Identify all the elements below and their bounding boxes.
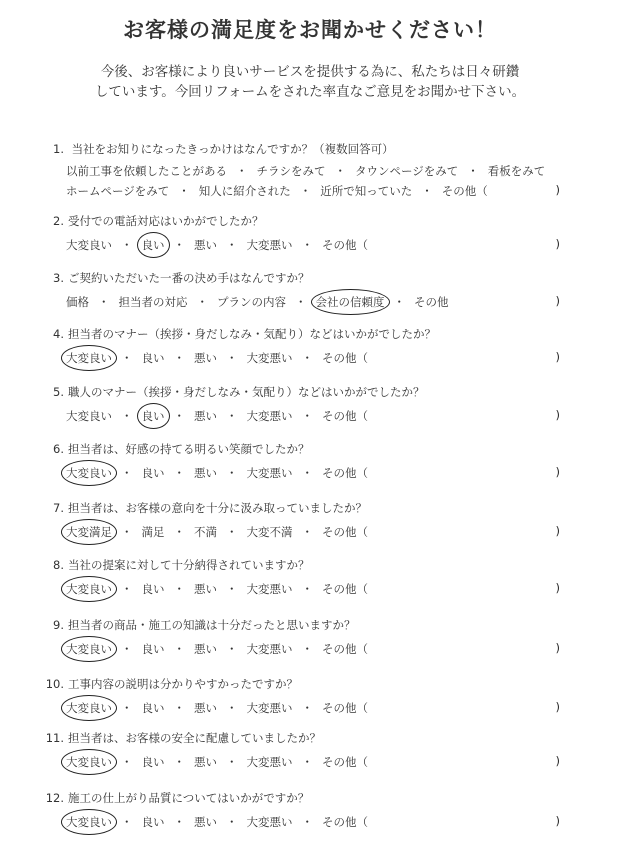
- question-number: 7.: [53, 501, 64, 515]
- close-paren: ): [555, 350, 560, 364]
- close-paren: ): [555, 641, 560, 655]
- option[interactable]: 良い: [141, 582, 165, 596]
- close-paren: ): [555, 294, 560, 308]
- question-number: 4.: [53, 327, 64, 341]
- question-number: 9.: [53, 618, 64, 632]
- option[interactable]: 悪い: [194, 582, 217, 596]
- question-3: [0, 270, 620, 310]
- selected-option[interactable]: 大変良い: [66, 642, 112, 656]
- option[interactable]: 大変悪い: [246, 642, 293, 656]
- question-text: ご契約いただいた一番の決め手はなんですか？: [68, 271, 310, 285]
- selected-option[interactable]: 大変良い: [66, 815, 112, 829]
- question-text: 担当者は、好感の持てる明るい笑顔でしたか？: [68, 442, 310, 456]
- close-paren: ): [555, 237, 560, 251]
- selected-option[interactable]: 会社の信頼度: [315, 295, 385, 309]
- option[interactable]: 大変悪い: [246, 815, 293, 829]
- option[interactable]: 悪い: [194, 351, 217, 365]
- question-text: 担当者の商品・施工の知識は十分だったと思いますか？: [68, 618, 356, 632]
- option[interactable]: 良い: [141, 351, 165, 365]
- question-number: 11.: [45, 731, 64, 745]
- option[interactable]: 悪い: [194, 755, 217, 769]
- question-number: 1.: [53, 142, 64, 156]
- answer-options: 大変良い ・ 良い ・ 悪い ・ 大変悪い ・ その他（: [66, 238, 368, 252]
- answer-options: 大変良い ・ 良い ・ 悪い ・ 大変悪い ・ その他（: [66, 755, 368, 769]
- survey-title: お客様の満足度をお聞かせください！: [123, 18, 497, 42]
- option[interactable]: 大変悪い: [246, 755, 293, 769]
- close-paren: ): [555, 524, 560, 538]
- option[interactable]: 不満: [194, 525, 217, 539]
- close-paren: ): [555, 408, 560, 422]
- option[interactable]: 満足: [141, 525, 165, 539]
- question-9: [0, 617, 620, 657]
- answer-options: 大変良い ・ 良い ・ 悪い ・ 大変悪い ・ その他（: [66, 642, 368, 656]
- option[interactable]: その他: [414, 295, 449, 309]
- option[interactable]: その他（: [322, 351, 368, 365]
- answer-options: 大変良い ・ 良い ・ 悪い ・ 大変悪い ・ その他（: [66, 582, 368, 596]
- question-12: [0, 790, 620, 830]
- question-text: 施工の仕上がり品質についてはいかがですか？: [68, 791, 310, 805]
- answer-options: 大変良い ・ 良い ・ 悪い ・ 大変悪い ・ その他（: [66, 815, 368, 829]
- option[interactable]: 知人に紹介された: [198, 184, 291, 198]
- option[interactable]: 大変悪い: [246, 701, 293, 715]
- option[interactable]: 良い: [141, 466, 165, 480]
- option[interactable]: 大変悪い: [246, 351, 293, 365]
- option[interactable]: 悪い: [194, 238, 217, 252]
- question-text: 工事内容の説明は分かりやすかったですか？: [68, 677, 298, 691]
- option[interactable]: 悪い: [194, 466, 217, 480]
- close-paren: ): [555, 754, 560, 768]
- option[interactable]: 大変良い: [66, 409, 112, 423]
- option[interactable]: その他（: [322, 815, 368, 829]
- option[interactable]: その他（: [322, 755, 368, 769]
- close-paren: ): [555, 183, 560, 197]
- selected-option[interactable]: 大変良い: [66, 351, 112, 365]
- selected-option[interactable]: 大変良い: [66, 755, 112, 769]
- selected-option[interactable]: 良い: [141, 238, 165, 252]
- selected-option[interactable]: 良い: [141, 409, 165, 423]
- option[interactable]: 悪い: [194, 815, 217, 829]
- selected-option[interactable]: 大変良い: [66, 582, 112, 596]
- option[interactable]: その他（: [322, 642, 368, 656]
- question-8: [0, 557, 620, 597]
- answer-options: 大変良い ・ 良い ・ 悪い ・ 大変悪い ・ その他（: [66, 409, 368, 423]
- option[interactable]: 良い: [141, 642, 165, 656]
- answer-options: 価格 ・ 担当者の対応 ・ プランの内容 ・ 会社の信頼度 ・ その他: [66, 295, 449, 309]
- selected-option[interactable]: 大変良い: [66, 701, 112, 715]
- question-text: 担当者のマナー（挨拶・身だしなみ・気配り）などはいかがでしたか？: [68, 327, 436, 341]
- option[interactable]: 担当者の対応: [118, 295, 188, 309]
- question-text: 受付での電話対応はいかがでしたか？: [68, 214, 264, 228]
- q1-options-line-1: 以前工事を依頼したことがある ・ チラシをみて ・ タウンページをみて ・ 看板をみて: [66, 164, 546, 178]
- close-paren: ): [555, 814, 560, 828]
- question-6: [0, 441, 620, 481]
- option[interactable]: 看板をみて: [487, 164, 546, 178]
- option[interactable]: その他（: [322, 409, 368, 423]
- question-number: 2.: [53, 214, 64, 228]
- option[interactable]: 近所で知っていた: [320, 184, 413, 198]
- question-2: [0, 213, 620, 253]
- question-5: [0, 384, 620, 424]
- option[interactable]: 良い: [141, 755, 165, 769]
- question-10: [0, 676, 620, 716]
- option[interactable]: 大変悪い: [246, 466, 293, 480]
- question-number: 5.: [53, 385, 64, 399]
- survey-intro: [0, 62, 620, 102]
- option[interactable]: 価格: [66, 295, 89, 309]
- option[interactable]: 大変悪い: [246, 409, 293, 423]
- intro-line-1: 今後、お客様により良いサービスを提供する為に、私たちは日々研鑽: [100, 64, 520, 80]
- option[interactable]: その他（: [322, 466, 368, 480]
- question-text: 職人のマナー（挨拶・身だしなみ・気配り）などはいかがでしたか？: [68, 385, 425, 399]
- question-7: [0, 500, 620, 540]
- option[interactable]: タウンページをみて: [355, 164, 459, 178]
- question-text: 担当者は、お客様の安全に配慮していましたか？: [68, 731, 321, 745]
- option[interactable]: 悪い: [194, 642, 217, 656]
- option[interactable]: その他（: [322, 701, 368, 715]
- answer-options: 大変良い ・ 良い ・ 悪い ・ 大変悪い ・ その他（: [66, 351, 368, 365]
- question-text: 当社をお知りになったきっかけはなんですか？（複数回答可）: [71, 142, 394, 156]
- question-number: 8.: [53, 558, 64, 572]
- question-number: 3.: [53, 271, 64, 285]
- close-paren: ): [555, 700, 560, 714]
- option[interactable]: その他（: [322, 582, 368, 596]
- answer-options: 大変良い ・ 良い ・ 悪い ・ 大変悪い ・ その他（: [66, 466, 368, 480]
- option[interactable]: 大変不満: [246, 525, 293, 539]
- question-number: 10.: [45, 677, 64, 691]
- selected-option[interactable]: 大変満足: [66, 525, 112, 539]
- close-paren: ): [555, 465, 560, 479]
- option[interactable]: その他（: [322, 238, 368, 252]
- answer-options: 大変良い ・ 良い ・ 悪い ・ 大変悪い ・ その他（: [66, 701, 368, 715]
- option[interactable]: チラシをみて: [256, 164, 326, 178]
- close-paren: ): [555, 581, 560, 595]
- option[interactable]: 良い: [141, 815, 165, 829]
- option[interactable]: 大変良い: [66, 238, 112, 252]
- option[interactable]: その他（: [322, 525, 368, 539]
- option[interactable]: 以前工事を依頼したことがある: [66, 164, 227, 178]
- intro-line-2: しています。今回リフォームをされた率直なご意見をお聞かせ下さい。: [94, 84, 526, 100]
- q1-options-line-2: ホームページをみて ・ 知人に紹介された ・ 近所で知っていた ・ その他（: [66, 184, 488, 198]
- question-1: [0, 141, 620, 201]
- option[interactable]: 大変悪い: [246, 582, 293, 596]
- option[interactable]: 良い: [141, 701, 165, 715]
- question-11: [0, 730, 620, 770]
- option[interactable]: プランの内容: [217, 295, 286, 309]
- option[interactable]: その他（: [441, 184, 488, 198]
- question-number: 12.: [45, 791, 64, 805]
- option[interactable]: 大変悪い: [246, 238, 293, 252]
- question-number: 6.: [53, 442, 64, 456]
- option[interactable]: 悪い: [194, 409, 217, 423]
- question-4: [0, 326, 620, 366]
- option[interactable]: ホームページをみて: [66, 184, 170, 198]
- option[interactable]: 悪い: [194, 701, 217, 715]
- question-text: 当社の提案に対して十分納得されていますか？: [68, 558, 310, 572]
- answer-options: 大変満足 ・ 満足 ・ 不満 ・ 大変不満 ・ その他（: [66, 525, 368, 539]
- question-text: 担当者は、お客様の意向を十分に汲み取っていましたか？: [68, 501, 367, 515]
- selected-option[interactable]: 大変良い: [66, 466, 112, 480]
